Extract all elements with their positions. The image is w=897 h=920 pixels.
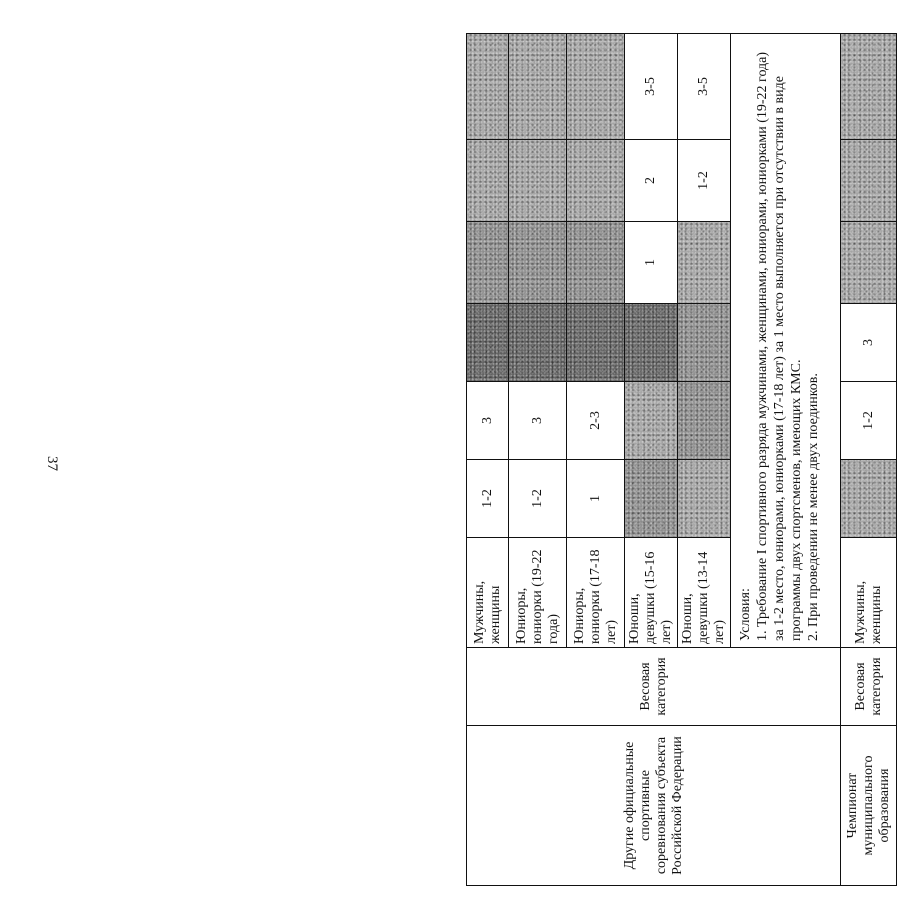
shaded-cell bbox=[625, 382, 678, 460]
rank-cell: 2 bbox=[625, 140, 678, 222]
shaded-cell bbox=[625, 304, 678, 382]
sports-rank-table bbox=[466, 33, 897, 886]
rank-cell: 3-5 bbox=[678, 34, 731, 140]
conditions-cell bbox=[731, 34, 841, 648]
shaded-cell bbox=[678, 460, 731, 538]
competition-name-cell: Чемпионат муниципального образования bbox=[841, 726, 897, 886]
shaded-cell bbox=[678, 382, 731, 460]
shaded-cell bbox=[509, 222, 567, 304]
shaded-cell bbox=[467, 222, 509, 304]
table-row bbox=[467, 34, 509, 886]
shaded-cell bbox=[467, 304, 509, 382]
shaded-cell bbox=[678, 222, 731, 304]
rank-cell: 1 bbox=[625, 222, 678, 304]
shaded-cell bbox=[567, 304, 625, 382]
shaded-cell bbox=[841, 34, 897, 140]
discipline-cell: Весовая категория bbox=[467, 648, 841, 726]
shaded-cell bbox=[467, 140, 509, 222]
rotated-table-page bbox=[466, 34, 892, 886]
shaded-cell bbox=[509, 304, 567, 382]
age-group-cell: Юноши, девушки (13-14 лет) bbox=[678, 538, 731, 648]
rank-cell: 1-2 bbox=[841, 382, 897, 460]
rank-cell: 3 bbox=[509, 382, 567, 460]
condition-2-text: 2. При проведении не менее двух поединков. bbox=[806, 373, 821, 641]
conditions-title: Условия: bbox=[738, 588, 753, 641]
shaded-cell bbox=[678, 304, 731, 382]
shaded-cell bbox=[841, 140, 897, 222]
age-group-cell: Юниоры, юниорки (19-22 года) bbox=[509, 538, 567, 648]
rank-cell: 3-5 bbox=[625, 34, 678, 140]
age-group-cell: Юноши, девушки (15-16 лет) bbox=[625, 538, 678, 648]
rank-cell: 2-3 bbox=[567, 382, 625, 460]
condition-1-text: 1. Требование I спортивного разряда мужчинами, женщинами, юниорами, юниорками (19-22 года) за 1-2 место, юниорами, юниорками (17-18 лет) за 1 место выполняется при отсутствии в виде программы двух спортсменов, имеющих КМС. bbox=[755, 51, 804, 641]
shaded-cell bbox=[567, 34, 625, 140]
rank-cell: 1 bbox=[567, 460, 625, 538]
rank-cell: 1-2 bbox=[467, 460, 509, 538]
competition-name-cell: Другие официальные спортивные соревнования субъекта Российской Федерации bbox=[467, 726, 841, 886]
shaded-cell bbox=[841, 222, 897, 304]
rank-cell: 3 bbox=[467, 382, 509, 460]
shaded-cell bbox=[841, 460, 897, 538]
shaded-cell bbox=[567, 140, 625, 222]
page-number: 37 bbox=[44, 456, 60, 471]
age-group-cell: Юниоры, юниорки (17-18 лет) bbox=[567, 538, 625, 648]
age-group-cell: Мужчины, женщины bbox=[841, 538, 897, 648]
table-row bbox=[841, 34, 897, 886]
shaded-cell bbox=[625, 460, 678, 538]
rank-cell: 3 bbox=[841, 304, 897, 382]
rank-cell: 1-2 bbox=[509, 460, 567, 538]
rank-cell: 1-2 bbox=[678, 140, 731, 222]
shaded-cell bbox=[509, 140, 567, 222]
shaded-cell bbox=[567, 222, 625, 304]
discipline-cell: Весовая категория bbox=[841, 648, 897, 726]
shaded-cell bbox=[467, 34, 509, 140]
age-group-cell: Мужчины, женщины bbox=[467, 538, 509, 648]
shaded-cell bbox=[509, 34, 567, 140]
